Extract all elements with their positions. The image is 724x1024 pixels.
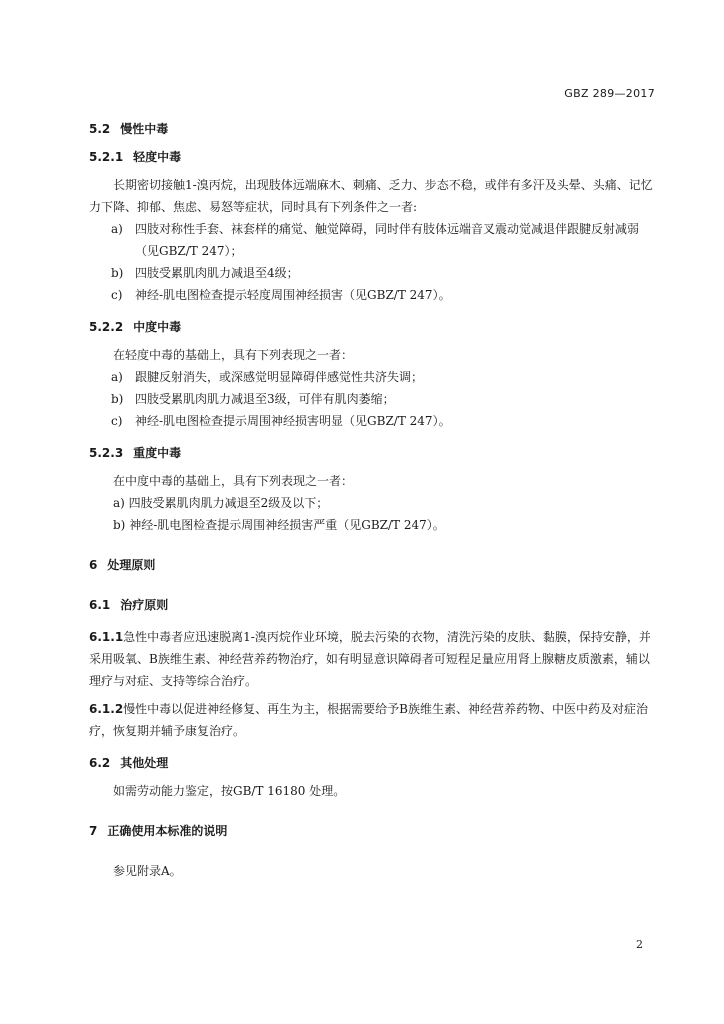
heading-number: 5.2.2 (89, 320, 124, 334)
paragraph-5-2-1-intro: 长期密切接触1-溴丙烷，出现肢体远端麻木、刺痛、乏力、步态不稳，或伴有多汗及头晕、头痛、记忆力下降、抑郁、焦虑、易怒等症状，同时具有下列条件之一者: (89, 178, 653, 214)
paragraph-5-2-2-intro: 在轻度中毒的基础上，具有下列表现之一者： (113, 348, 354, 362)
heading-number: 6.1 (89, 598, 111, 612)
list-text: 跟腱反射消失，或深感觉明显障碍伴感觉性共济失调； (135, 370, 424, 384)
list-item (89, 366, 655, 388)
heading-number: 5.2.3 (89, 446, 124, 460)
list-text: 四肢受累肌肉肌力减退至4级； (135, 266, 299, 280)
paragraph-6-1-2 (89, 698, 655, 742)
clause-number: 6.1.2 (89, 702, 124, 716)
paragraph-5-2-3-intro: 在中度中毒的基础上，具有下列表现之一者： (113, 474, 354, 488)
heading-6-2 (89, 752, 655, 774)
list-marker: b) (111, 392, 124, 406)
heading-title: 重度中毒 (133, 446, 182, 460)
paragraph-6-1-1 (89, 626, 655, 692)
heading-5-2-2 (89, 316, 655, 338)
clause-text: 急性中毒者应迅速脱离1-溴丙烷作业环境，脱去污染的衣物，清洗污染的皮肤、黏膜，保持安静，并采用吸氧、B族维生素、神经营养药物治疗，如有明显意识障碍者可短程足量应用肾上腺糖皮质激素，辅以理疗与对症、支持等综合治疗。 (89, 630, 651, 688)
list-text: 四肢受累肌肉肌力减退至2级及以下； (128, 496, 329, 510)
list-text: 神经-肌电图检查提示周围神经损害明显（见GBZ/T 247）。 (135, 414, 451, 428)
clause-number: 6.1.1 (89, 630, 124, 644)
heading-5-2-3 (89, 442, 655, 464)
heading-title: 处理原则 (107, 558, 156, 572)
heading-5-2 (89, 118, 655, 140)
heading-number: 5.2.1 (89, 150, 124, 164)
heading-number: 7 (89, 824, 98, 838)
heading-6-1 (89, 594, 655, 616)
list-marker: c) (111, 288, 123, 302)
list-marker: b) (111, 266, 124, 280)
heading-number: 6 (89, 558, 98, 572)
list-text: 四肢受累肌肉肌力减退至3级，可伴有肌肉萎缩； (135, 392, 395, 406)
heading-title: 慢性中毒 (120, 122, 169, 136)
heading-title: 其他处理 (120, 756, 169, 770)
list-text: 神经-肌电图检查提示周围神经损害严重（见GBZ/T 247）。 (129, 518, 445, 532)
list-item (89, 284, 655, 306)
heading-number: 6.2 (89, 756, 111, 770)
document-code: GBZ 289—2017 (564, 87, 655, 100)
paragraph-6-2: 如需劳动能力鉴定，按GB/T 16180 处理。 (113, 784, 346, 798)
list-marker: a) (111, 222, 123, 236)
list-marker: a) (111, 370, 123, 384)
list-item (89, 492, 655, 514)
heading-title: 中度中毒 (133, 320, 182, 334)
clause-text: 慢性中毒以促进神经修复、再生为主，根据需要给予B族维生素、神经营养药物、中医中药及对症治疗，恢复期并辅予康复治疗。 (89, 702, 648, 738)
page-number: 2 (636, 938, 643, 951)
paragraph-7: 参见附录A。 (113, 864, 182, 878)
heading-title: 轻度中毒 (133, 150, 182, 164)
list-text: 神经-肌电图检查提示轻度周围神经损害（见GBZ/T 247）。 (135, 288, 451, 302)
heading-6 (89, 554, 655, 576)
list-item (89, 388, 655, 410)
heading-title: 治疗原则 (120, 598, 169, 612)
heading-7 (89, 820, 655, 842)
heading-5-2-1 (89, 146, 655, 168)
heading-title: 正确使用本标准的说明 (107, 824, 228, 838)
list-marker: a) (113, 496, 125, 510)
document-body (89, 118, 655, 882)
list-text: 四肢对称性手套、袜套样的痛觉、触觉障碍，同时伴有肢体远端音叉震动觉减退伴跟腱反射减弱（见GBZ/T 247）； (135, 222, 640, 258)
list-item (89, 262, 655, 284)
list-item (89, 514, 655, 536)
list-item (89, 410, 655, 432)
list-marker: b) (113, 518, 126, 532)
heading-number: 5.2 (89, 122, 111, 136)
list-marker: c) (111, 414, 123, 428)
list-item (89, 218, 655, 262)
